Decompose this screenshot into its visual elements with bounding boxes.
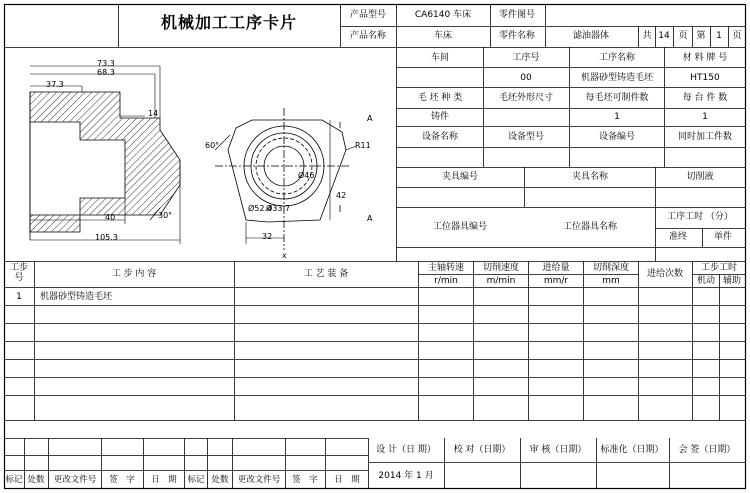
cutting-speed-unit: m/min	[486, 276, 516, 286]
product-name-value: 车床	[433, 31, 453, 41]
passes-header: 进给次数	[646, 269, 684, 279]
dim-32: 32	[262, 232, 273, 241]
section-mark-a-top: A	[367, 114, 373, 123]
dim-30-deg: 30°	[158, 211, 173, 220]
op-no-value: 00	[520, 73, 532, 83]
card-title: 机械加工工序卡片	[160, 13, 298, 32]
rev-mark-2: 标记	[187, 475, 205, 485]
equipment-no-label: 设备编号	[598, 132, 636, 142]
fixture-no-label: 夹具编号	[441, 172, 479, 182]
depth-header: 切削深度	[592, 263, 630, 273]
rev-doc-2: 更改文件号	[237, 475, 281, 485]
rev-count-2: 处数	[211, 475, 229, 485]
step-content-header: 工 步 内 容	[111, 269, 157, 279]
rev-mark-1: 标记	[5, 475, 23, 485]
unit-time-label: 单件	[713, 232, 733, 242]
feed-header: 进给量	[542, 263, 570, 273]
step-1-content: 机器砂型铸造毛坯	[40, 292, 113, 302]
section-mark-a-bottom: A	[367, 214, 373, 223]
material-value: HT150	[690, 73, 720, 83]
countersign-label: 会 签（日期）	[678, 445, 736, 455]
rev-sign-1: 签 字	[109, 475, 135, 485]
material-label: 材 料 牌 号	[682, 53, 728, 63]
dim-105-3: 105.3	[95, 233, 118, 242]
total-label: 共	[642, 31, 652, 41]
equipment-model-label: 设备型号	[507, 132, 545, 142]
depth-unit: mm	[602, 276, 620, 286]
cutting-speed-header: 切削速度	[482, 263, 520, 273]
page-label: 第	[696, 31, 706, 41]
review-label: 审 核（日期）	[529, 445, 587, 455]
machine-time-header: 机动	[696, 276, 716, 286]
product-model-value: CA6140 车床	[414, 10, 472, 20]
rev-date-1: 日 期	[151, 475, 177, 485]
feed-unit: mm/r	[543, 276, 569, 286]
rev-sign-2: 签 字	[292, 475, 318, 485]
op-no-label: 工序号	[512, 53, 540, 63]
design-date: 2014 年 1 月	[378, 471, 434, 481]
page-unit: 页	[678, 31, 688, 41]
dim-dia-33-7: Ø33.7	[266, 204, 291, 213]
dim-68-3: 68.3	[97, 68, 115, 77]
spindle-speed-header: 主轴转速	[427, 263, 465, 273]
dim-dia-46: Ø46	[298, 171, 315, 180]
equipment-name-label: 设备名称	[421, 132, 459, 142]
aux-time-header: 辅助	[722, 276, 742, 286]
op-name-label: 工序名称	[598, 53, 636, 63]
check-label: 校 对（日期）	[453, 445, 511, 455]
page-unit-2: 页	[732, 31, 742, 41]
pieces-per-blank-value: 1	[614, 112, 620, 122]
rev-date-2: 日 期	[334, 475, 360, 485]
op-time-label: 工序工时 （分）	[667, 212, 733, 222]
design-label: 设 计（日 期）	[376, 445, 436, 455]
part-name-label: 零件名称	[498, 31, 536, 41]
blank-type-value: 铸件	[430, 112, 450, 122]
end-view-drawing	[215, 108, 356, 250]
step-no-header: 工步号	[9, 263, 28, 283]
part-name-value: 滤油器体	[572, 31, 610, 41]
step-1-no: 1	[16, 292, 22, 302]
pieces-per-unit-label: 每 台 件 数	[682, 93, 728, 103]
dim-14: 14	[148, 109, 159, 118]
total-pages: 14	[658, 31, 670, 41]
standard-label: 标准化（日期）	[600, 445, 664, 455]
fixture-name-label: 夹具名称	[571, 172, 609, 182]
quota-time-label: 准终	[668, 232, 688, 242]
station-tool-no-label: 工位器具编号	[432, 222, 488, 232]
dim-37-3: 37.3	[46, 80, 64, 89]
dim-dia-52-4: Ø52.4	[248, 204, 273, 213]
page-no: 1	[716, 31, 722, 41]
axis-mark-x: x	[282, 251, 287, 260]
pieces-per-unit-value: 1	[702, 112, 708, 122]
simultaneous-label: 同时加工件数	[677, 132, 733, 142]
dim-40: 40	[105, 213, 116, 222]
product-name-label: 产品名称	[349, 31, 387, 41]
dim-60-deg: 60°	[205, 141, 220, 150]
equipment-header: 工 艺 装 备	[303, 269, 349, 279]
product-model-label: 产品型号	[349, 10, 387, 20]
blank-size-label: 毛坯外形尺寸	[498, 93, 554, 103]
workshop-label: 车间	[430, 53, 450, 63]
step-time-header: 工步工时	[700, 263, 738, 273]
rev-doc-1: 更改文件号	[53, 475, 97, 485]
station-tool-name-label: 工位器具名称	[562, 222, 618, 232]
pieces-per-blank-label: 每毛坯可制件数	[585, 93, 649, 103]
part-drawing-label: 零件图号	[498, 10, 536, 20]
dim-73-3: 73.3	[97, 59, 115, 68]
rev-count-1: 处数	[27, 475, 45, 485]
blank-type-label: 毛 坯 种 类	[417, 93, 463, 103]
coolant-label: 切削液	[686, 172, 714, 182]
dim-42: 42	[336, 191, 347, 200]
dim-r11: R11	[355, 141, 371, 150]
spindle-speed-unit: r/min	[434, 276, 458, 286]
op-name-value: 机器砂型铸造毛坯	[580, 73, 654, 83]
